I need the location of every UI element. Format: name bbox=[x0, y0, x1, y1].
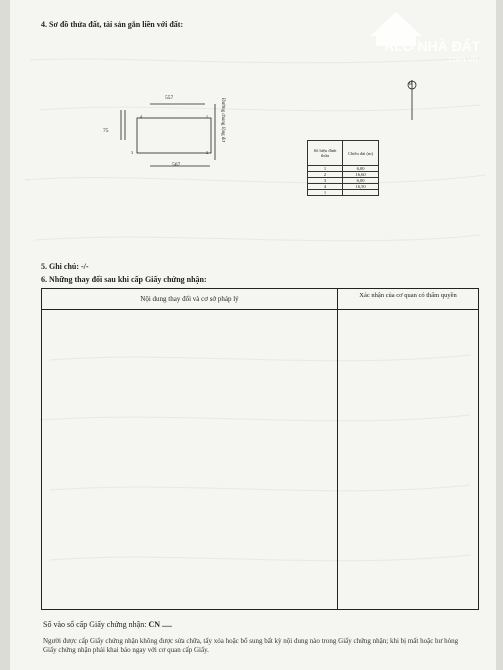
point-4: 4 bbox=[140, 114, 142, 119]
dim-row-id: 4 bbox=[308, 184, 343, 190]
changes-col-content: Nội dung thay đổi và cơ sở pháp lý bbox=[140, 295, 239, 303]
dim-row-id: 1 bbox=[308, 190, 343, 196]
registry-number-value: CN ..... bbox=[148, 620, 172, 629]
dim-row-len bbox=[343, 190, 379, 196]
point-3: 3 bbox=[131, 150, 133, 155]
section-6-title: 6. Những thay đổi sau khi cấp Giấy chứng nhận: bbox=[41, 275, 207, 284]
point-2: 2 bbox=[206, 150, 208, 155]
road-label: Đường chung lộng đơ bbox=[220, 98, 225, 142]
changes-table bbox=[41, 288, 479, 610]
registry-number bbox=[43, 620, 172, 629]
dim-row-len: 16,60 bbox=[343, 172, 379, 178]
point-1: 1 bbox=[206, 114, 208, 119]
plot-bottom-label: 567 bbox=[172, 162, 181, 168]
changes-col-confirmation: Xác nhận của cơ quan có thẩm quyền bbox=[359, 292, 457, 299]
plot-left-label: 75 bbox=[103, 128, 109, 134]
dim-row-len: 6,00 bbox=[343, 166, 379, 172]
dim-row-id: 2 bbox=[308, 172, 343, 178]
watermark-logo bbox=[346, 0, 496, 70]
document-page bbox=[10, 0, 496, 670]
north-label: B bbox=[409, 82, 413, 87]
section-5-title: 5. Ghi chú: -/- bbox=[41, 262, 89, 271]
dim-row-len: 16,50 bbox=[343, 184, 379, 190]
plot-diagram bbox=[10, 80, 496, 250]
dimension-table bbox=[307, 140, 379, 196]
plot-top-label: 557 bbox=[165, 95, 174, 101]
dim-row-len: 6,00 bbox=[343, 178, 379, 184]
changes-table-divider bbox=[337, 289, 338, 609]
footer-note: Người được cấp Giấy chứng nhận không được sửa chữa, tẩy xóa hoặc bổ sung bất kỳ nội dung nào trong Giấy chứng nhận; khi bị mất hoặc hư hỏng Giấy chứng nhận phải khai báo ngay với cơ quan cấp Giấy. bbox=[43, 637, 459, 654]
section-4-title: 4. Sơ đồ thửa đất, tài sản gắn liền với đất: bbox=[41, 20, 184, 29]
dim-row-id: 1 bbox=[308, 166, 343, 172]
registry-number-label: Số vào sổ cấp Giấy chứng nhận: bbox=[43, 620, 149, 629]
dim-header-length: Chiều dài (m) bbox=[343, 141, 379, 166]
watermark-brand: ALO NHÀ ĐẤT bbox=[384, 38, 481, 54]
dim-row-id: 3 bbox=[308, 178, 343, 184]
watermark-domain: .com.vn bbox=[446, 54, 478, 64]
dim-header-vertex: Số hiệu đỉnh thửa bbox=[308, 141, 343, 166]
